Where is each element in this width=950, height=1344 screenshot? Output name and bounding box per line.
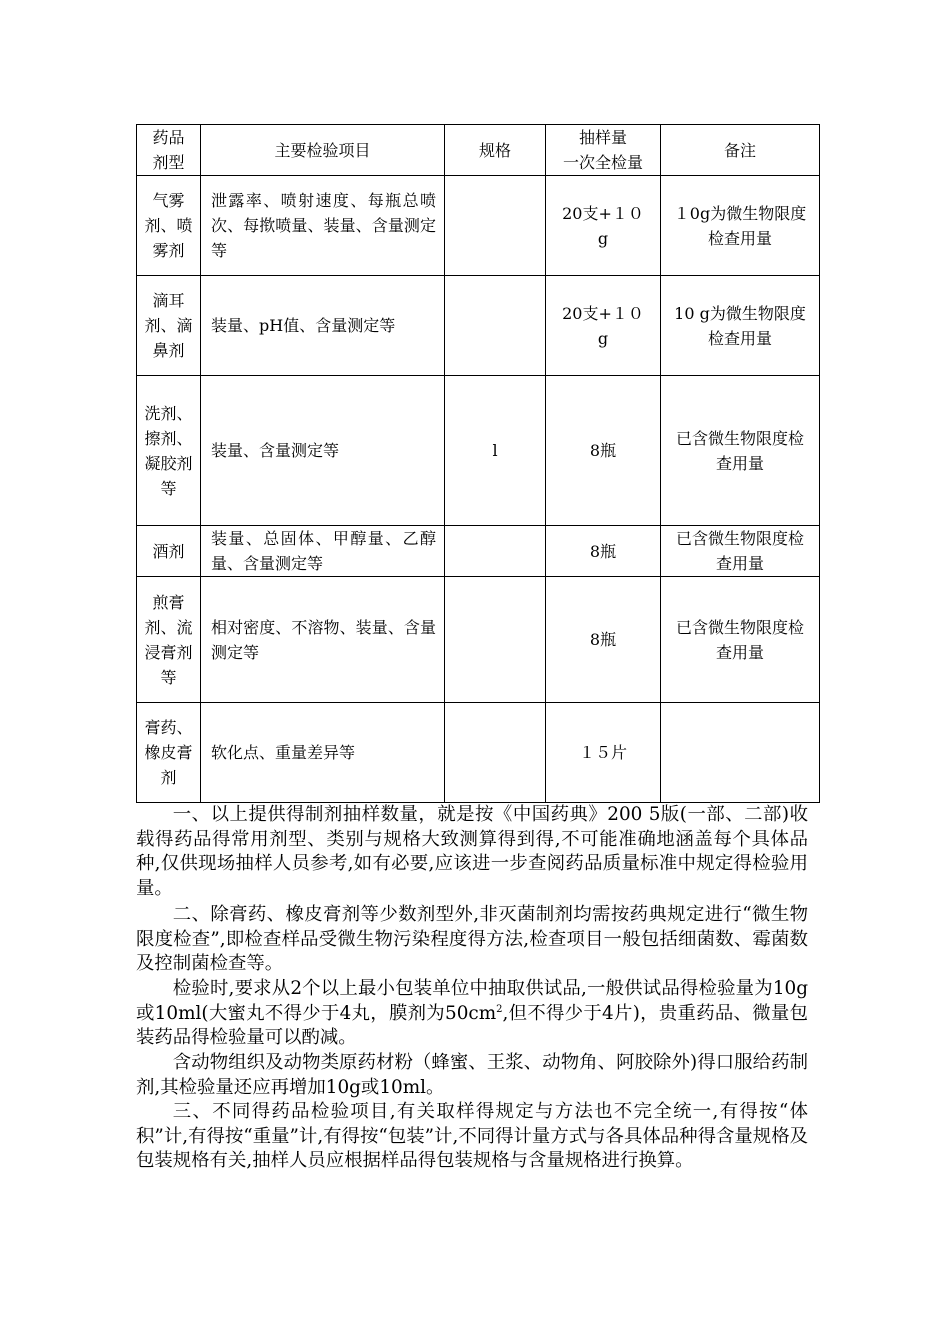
table-row xyxy=(137,276,820,376)
paragraph-2: 二、除膏药、橡皮膏剂等少数剂型外,非灭菌制剂均需按药典规定进行“微生物限度检查”,即检查样品受微生物污染程度得方法,检查项目一般包括细菌数、霉菌数及控制菌检查等。 xyxy=(136,904,808,975)
cell-sample: １５片 xyxy=(546,703,661,803)
cell-form: 洗剂、擦剂、凝胶剂等 xyxy=(137,376,201,526)
cell-sample: 20支+１０g xyxy=(546,176,661,276)
cell-spec xyxy=(445,176,546,276)
table-row xyxy=(137,577,820,703)
cell-spec xyxy=(445,526,546,577)
cell-note: 已含微生物限度检查用量 xyxy=(661,376,820,526)
cell-spec: l xyxy=(445,376,546,526)
header-items: 主要检验项目 xyxy=(201,125,445,176)
cell-items: 泄露率、喷射速度、每瓶总喷次、每揿喷量、装量、含量测定等 xyxy=(201,176,445,276)
cell-form: 气雾剂、喷雾剂 xyxy=(137,176,201,276)
cell-sample: 8瓶 xyxy=(546,577,661,703)
table-row xyxy=(137,703,820,803)
paragraph-3: 检验时,要求从2个以上最小包装单位中抽取供试品,一般供试品得检验量为10g或10ml(大蜜丸不得少于4丸，膜剂为$50cm^2$,但不得少于4片)，贵重药品、微量包装药品得检验量可以酌减。 xyxy=(136,978,808,1049)
paragraph-1: 一、以上提供得制剂抽样数量，就是按《中国药典》200 5版(一部、二部)收载得药品得常用剂型、类别与规格大致测算得到得,不可能准确地涵盖每个具体品种,仅供现场抽样人员参考,如有必要,应该进一步查阅药品质量标准中规定得检验用量。 xyxy=(136,804,808,899)
cell-items: 装量、总固体、甲醇量、乙醇量、含量测定等 xyxy=(201,526,445,577)
cell-items: 相对密度、不溶物、装量、含量测定等 xyxy=(201,577,445,703)
sampling-table xyxy=(136,124,820,803)
header-sample: 抽样量 一次全检量 xyxy=(546,125,661,176)
cell-items: 软化点、重量差异等 xyxy=(201,703,445,803)
cell-note: １0g为微生物限度检查用量 xyxy=(661,176,820,276)
cell-form: 滴耳剂、滴鼻剂 xyxy=(137,276,201,376)
paragraph-4: 含动物组织及动物类原药材粉（蜂蜜、王浆、动物角、阿胶除外)得口服给药制剂,其检验量还应再增加10g或10ml。 xyxy=(136,1052,808,1098)
cell-sample: 8瓶 xyxy=(546,376,661,526)
cell-form: 酒剂 xyxy=(137,526,201,577)
table-row xyxy=(137,376,820,526)
header-note: 备注 xyxy=(661,125,820,176)
cell-note: 已含微生物限度检查用量 xyxy=(661,526,820,577)
header-form: 药品 剂型 xyxy=(137,125,201,176)
cell-spec xyxy=(445,703,546,803)
cell-spec xyxy=(445,577,546,703)
cell-note: 10 g为微生物限度检查用量 xyxy=(661,276,820,376)
cell-form: 煎膏剂、流浸膏剂等 xyxy=(137,577,201,703)
cell-note: 已含微生物限度检查用量 xyxy=(661,577,820,703)
cell-spec xyxy=(445,276,546,376)
cell-note xyxy=(661,703,820,803)
table-header-row xyxy=(137,125,820,176)
table-row xyxy=(137,176,820,276)
cell-form: 膏药、橡皮膏剂 xyxy=(137,703,201,803)
cell-sample: 8瓶 xyxy=(546,526,661,577)
header-spec: 规格 xyxy=(445,125,546,176)
cell-sample: 20支+１０g xyxy=(546,276,661,376)
cell-items: 装量、含量测定等 xyxy=(201,376,445,526)
cell-items: 装量、pH值、含量测定等 xyxy=(201,276,445,376)
paragraph-5: 三、不同得药品检验项目,有关取样得规定与方法也不完全统一,有得按“体积”计,有得按“重量”计,有得按“包装”计,不同得计量方式与各具体品种得含量规格及包装规格有关,抽样人员应根据样品得包装规格与含量规格进行换算。 xyxy=(136,1101,808,1172)
table-row xyxy=(137,526,820,577)
